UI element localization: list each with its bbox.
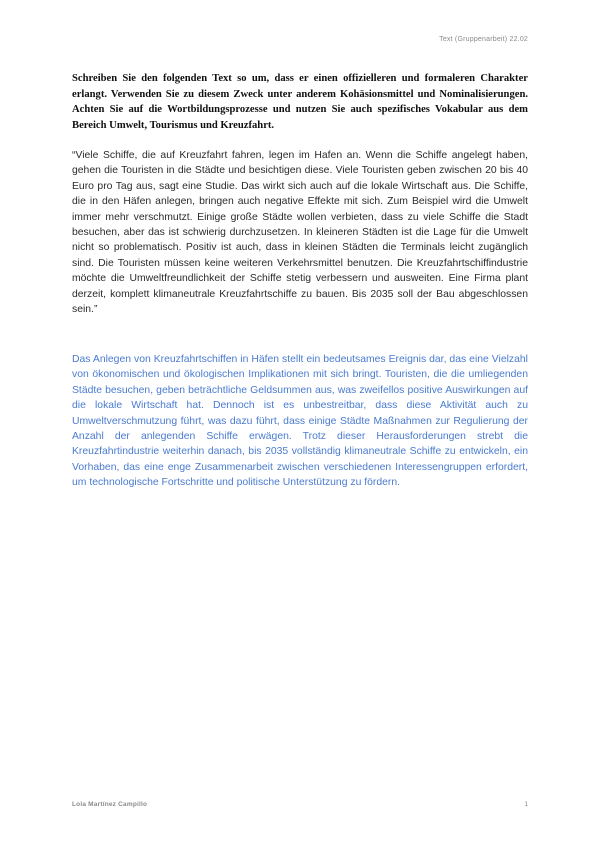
task-instruction: Schreiben Sie den folgenden Text so um, dass er einen offizielleren und formaleren Charakter erlangt. Verwenden Sie zu diesem Zweck unter anderem Kohäsionsmittel und Nominalisierungen. Achten Sie auf die Wortbildungsprozesse und nutzen Sie auch spezifisches Vokabular aus dem Bereich Umwelt, Tourismus und Kreuzfahrt. — [72, 73, 528, 131]
original-text: “Viele Schiffe, die auf Kreuzfahrt fahren, legen im Hafen an. Wenn die Schiffe angelegt haben, gehen die Touristen in die Städte und besichtigen diese. Viele Touristen geben zwischen 20 bis 40 Euro pro Tag aus, sagt eine Studie. Das wirkt sich auch auf die lokale Wirtschaft aus. Die Schiffe, die in den Häfen anlegen, bringen auch negative Effekte mit sich. Zum Beispiel wird die Umwelt immer mehr verschmutzt. Einige große Städte wollen verbieten, dass zu viele Schiffe die Stadt besuchen, aber das ist schwierig durchzusetzen. In kleineren Städten ist die Lage für die Umwelt nicht so problematisch. Positiv ist auch, dass in kleinen Städten die Terminals leicht zugänglich sind. Die Touristen müssen keine weiteren Verkehrsmittel benutzen. Die Kreuzfahrtschiffindustrie möchte die Umweltfreundlichkeit der Schiffe stetig verbessern und ausweiten. Eine Firma plant derzeit, komplett klimaneutrale Kreuzfahrtschiffe zu bauen. Bis 2035 soll der Bau abgeschlossen sein.” — [72, 150, 528, 316]
header-label: Text (Gruppenarbeit) 22.02 — [439, 36, 528, 43]
page-number: 1 — [524, 801, 528, 808]
rewritten-text: Das Anlegen von Kreuzfahrtschiffen in Häfen stellt ein bedeutsames Ereignis dar, das eine Vielzahl von ökonomischen und ökologischen Implikationen mit sich bringt. Touristen, die die umliegenden Städte besuchen, geben beträchtliche Geldsummen aus, was zweifellos positive Auswirkungen auf die lokale Wirtschaft hat. Dennoch ist es unbestreitbar, dass diese Aktivität auch zu Umweltverschmutzung führt, was dazu führt, dass einige Städte Maßnahmen zur Regulierung der Anzahl der anlegenden Schiffe erwägen. Trotz dieser Herausforderungen strebt die Kreuzfahrtindustrie weiterhin danach, bis 2035 vollständig klimaneutrale Schiffe zu entwickeln, ein Vorhaben, das eine enge Zusammenarbeit zwischen verschiedenen Interessengruppen erfordert, um technologische Fortschritte und politische Unterstützung zu fördern. — [72, 354, 528, 489]
footer-author: Lola Martínez Campillo — [72, 801, 148, 808]
